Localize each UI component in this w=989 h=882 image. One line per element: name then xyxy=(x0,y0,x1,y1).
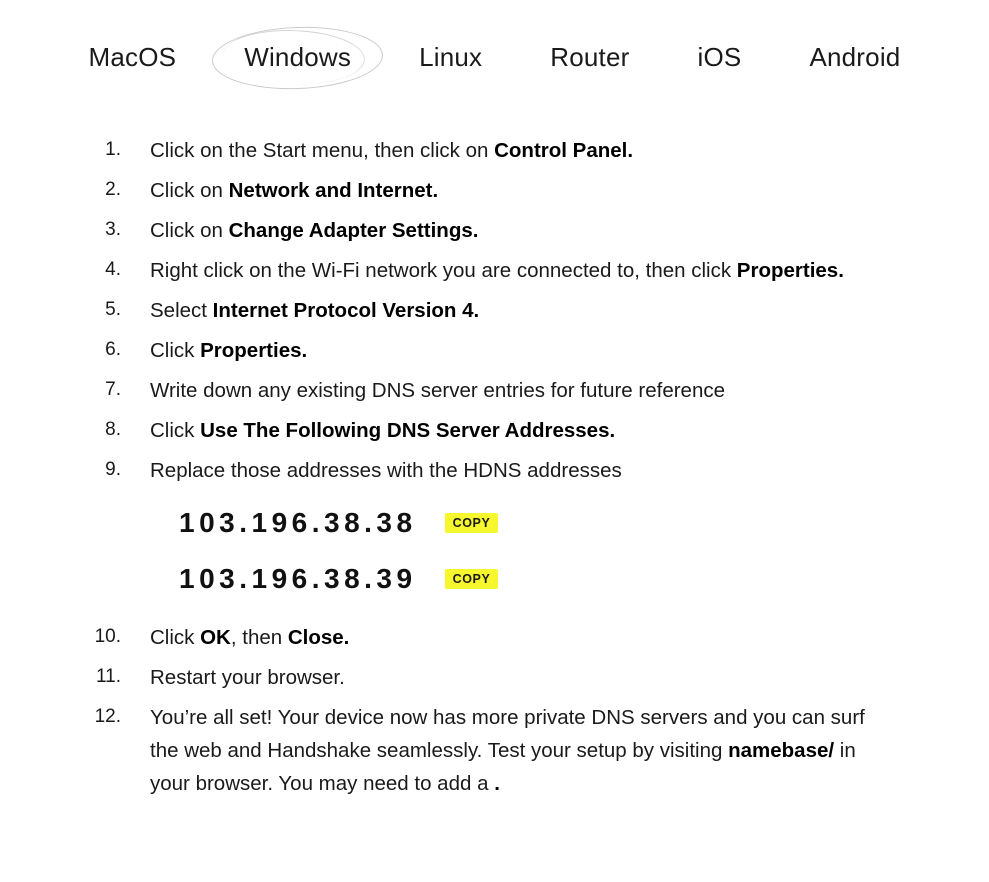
step-number: 11. xyxy=(95,666,121,687)
step-item xyxy=(0,414,989,447)
steps-list-before xyxy=(0,134,989,487)
step-number: 3. xyxy=(105,219,121,240)
step-text: Select Internet Protocol Version 4. xyxy=(150,299,480,322)
step-item xyxy=(0,174,989,207)
tab-android[interactable] xyxy=(775,38,934,76)
step-item xyxy=(0,334,989,367)
step-text: Click on the Start menu, then click on Control Panel. xyxy=(150,139,634,162)
step-number: 7. xyxy=(105,379,121,400)
dns-address-list xyxy=(0,509,989,593)
step-item xyxy=(0,621,989,654)
step-item xyxy=(0,294,989,327)
tab-label: Linux xyxy=(419,42,483,72)
step-number: 5. xyxy=(105,299,121,320)
step-item xyxy=(0,214,989,247)
step-text: Right click on the Wi-Fi network you are connected to, then click Properties. xyxy=(150,259,844,282)
tab-label: Router xyxy=(550,42,630,72)
dns-address-row xyxy=(179,509,989,537)
step-item xyxy=(0,701,989,800)
copy-button[interactable]: COPY xyxy=(445,569,499,590)
step-text: Click on Network and Internet. xyxy=(150,179,439,202)
tab-ios[interactable] xyxy=(663,38,775,76)
tab-router[interactable] xyxy=(516,38,663,76)
step-number: 10. xyxy=(94,626,121,647)
tab-windows[interactable] xyxy=(210,38,385,76)
step-item xyxy=(0,661,989,694)
tab-linux[interactable] xyxy=(385,38,516,76)
step-text: Click on Change Adapter Settings. xyxy=(150,219,479,242)
step-text: You’re all set! Your device now has more private DNS servers and you can surf the web and Handshake seamlessly. Test your setup by visiting namebase/ in your browser. You may need to add a . xyxy=(150,706,865,795)
instructions-content xyxy=(0,76,989,800)
step-text: Write down any existing DNS server entries for future reference xyxy=(150,379,726,402)
step-number: 9. xyxy=(105,459,121,480)
step-text: Click Use The Following DNS Server Addresses. xyxy=(150,419,616,442)
tab-label: Android xyxy=(809,42,901,72)
steps-list-after xyxy=(0,621,989,800)
step-item xyxy=(0,254,989,287)
step-item xyxy=(0,134,989,167)
tab-macos[interactable] xyxy=(55,38,211,76)
step-number: 1. xyxy=(105,139,121,160)
step-item xyxy=(0,374,989,407)
tab-label: MacOS xyxy=(88,42,177,72)
step-text: Click OK, then Close. xyxy=(150,626,350,649)
step-number: 8. xyxy=(105,419,121,440)
step-number: 4. xyxy=(105,259,121,280)
step-text: Replace those addresses with the HDNS addresses xyxy=(150,459,622,482)
copy-button[interactable]: COPY xyxy=(445,513,499,534)
step-text: Click Properties. xyxy=(150,339,308,362)
step-number: 2. xyxy=(105,179,121,200)
step-item xyxy=(0,454,989,487)
dns-address-value: 103.196.38.39 xyxy=(179,563,417,594)
step-number: 6. xyxy=(105,339,121,360)
dns-address-value: 103.196.38.38 xyxy=(179,507,417,538)
step-number: 12. xyxy=(94,706,121,727)
tab-label: Windows xyxy=(244,42,352,72)
step-text: Restart your browser. xyxy=(150,666,345,689)
dns-address-row xyxy=(179,565,989,593)
tab-label: iOS xyxy=(697,42,742,72)
platform-tabs[interactable] xyxy=(0,0,989,76)
